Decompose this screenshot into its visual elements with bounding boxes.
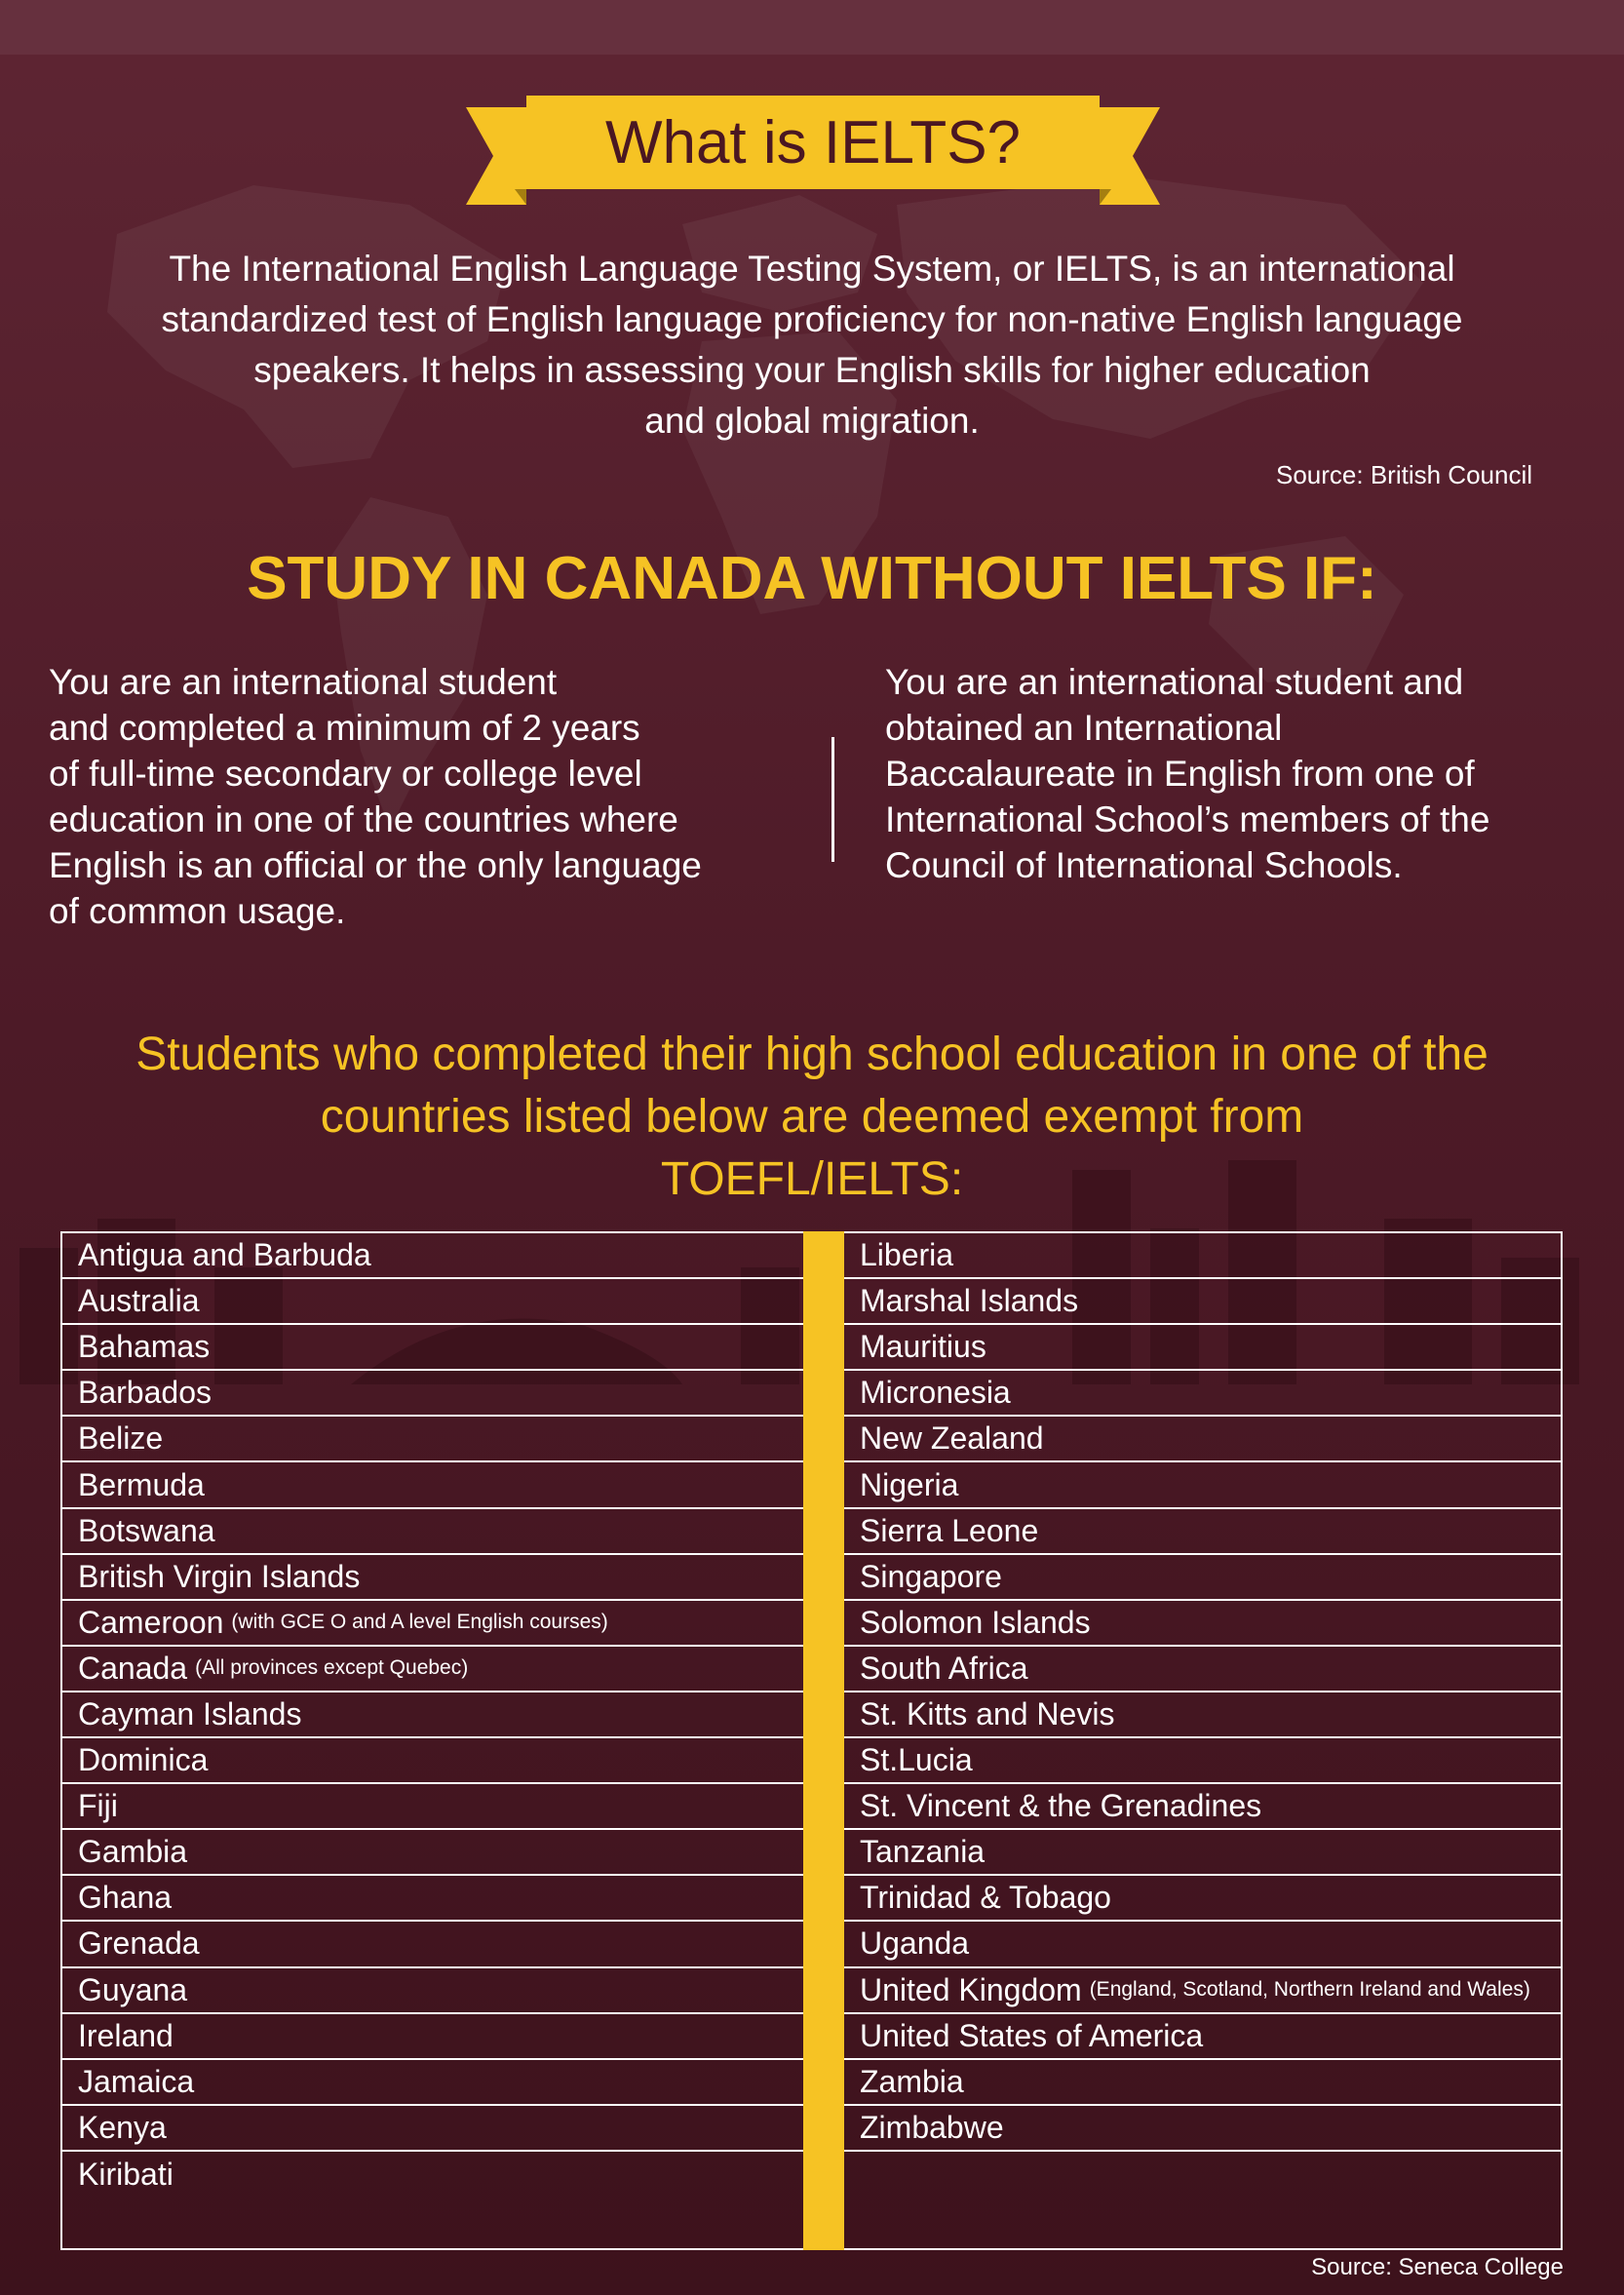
table-row — [62, 1233, 803, 1279]
table-row — [844, 1233, 1561, 1279]
condition-line: Council of International Schools. — [885, 845, 1403, 885]
vertical-divider — [831, 737, 834, 862]
country-name: Dominica — [78, 1742, 209, 1778]
condition-line: obtained an International — [885, 708, 1283, 748]
condition-left — [49, 659, 799, 934]
country-name: Zimbabwe — [860, 2109, 1004, 2145]
country-name: Ghana — [78, 1880, 173, 1916]
table-row — [844, 1509, 1561, 1555]
table-row — [62, 1555, 803, 1601]
condition-line: English is an official or the only language — [49, 845, 702, 885]
country-name: Bermuda — [78, 1466, 205, 1502]
list-heading-line: countries listed below are deemed exempt from — [320, 1091, 1304, 1143]
table-row — [62, 2060, 803, 2106]
country-name: Barbados — [78, 1375, 212, 1411]
table-row — [844, 1555, 1561, 1601]
condition-line: and completed a minimum of 2 years — [49, 708, 640, 748]
condition-line: You are an international student — [49, 662, 558, 702]
country-note: (All provinces except Quebec) — [195, 1656, 469, 1680]
country-name: Mauritius — [860, 1329, 986, 1365]
country-name: Sierra Leone — [860, 1512, 1039, 1548]
source-seneca-college: Source: Seneca College — [1311, 2254, 1564, 2280]
table-row — [844, 2106, 1561, 2152]
country-name: New Zealand — [860, 1420, 1044, 1457]
table-row — [844, 1462, 1561, 1508]
country-name: Bahamas — [78, 1329, 211, 1365]
condition-line: education in one of the countries where — [49, 799, 678, 839]
condition-line: Baccalaureate in English from one of — [885, 754, 1475, 794]
intro-line: standardized test of English language proficiency for non-native English language — [161, 299, 1463, 339]
country-name: Australia — [78, 1283, 200, 1319]
country-name: Singapore — [860, 1558, 1002, 1594]
country-name: Micronesia — [860, 1375, 1011, 1411]
country-name: Gambia — [78, 1834, 188, 1870]
country-name: Zambia — [860, 2063, 964, 2099]
top-band — [0, 0, 1624, 55]
table-row — [62, 1509, 803, 1555]
table-row — [62, 2014, 803, 2060]
table-row — [62, 1922, 803, 1967]
country-name: Trinidad & Tobago — [860, 1880, 1111, 1916]
country-name: Marshal Islands — [860, 1283, 1079, 1319]
list-heading-line: TOEFL/IELTS: — [660, 1153, 964, 1205]
country-name: United Kingdom — [860, 1971, 1082, 2007]
table-row — [844, 1876, 1561, 1922]
table-row — [62, 1876, 803, 1922]
table-row — [844, 1647, 1561, 1692]
country-name: Belize — [78, 1420, 164, 1457]
condition-line: of common usage. — [49, 891, 346, 931]
table-row — [62, 1279, 803, 1325]
table-row — [62, 1325, 803, 1371]
gold-separator-bar — [803, 1231, 844, 2250]
table-row — [62, 1601, 803, 1647]
table-row — [844, 1968, 1561, 2014]
intro-line: and global migration. — [644, 401, 980, 441]
country-name: Tanzania — [860, 1834, 986, 1870]
table-row — [844, 1922, 1561, 1967]
table-row — [844, 1784, 1561, 1830]
table-row — [844, 2014, 1561, 2060]
table-row — [844, 1692, 1561, 1738]
table-row — [844, 2152, 1561, 2198]
condition-line: International School’s members of the — [885, 799, 1490, 839]
country-name: St.Lucia — [860, 1742, 973, 1778]
table-row — [844, 2060, 1561, 2106]
source-british-council: Source: British Council — [1276, 460, 1532, 489]
intro-line: speakers. It helps in assessing your English skills for higher education — [253, 350, 1371, 390]
table-row — [62, 1371, 803, 1417]
table-row — [62, 1647, 803, 1692]
country-name: St. Vincent & the Grenadines — [860, 1788, 1262, 1824]
table-row — [62, 1462, 803, 1508]
table-row — [844, 1279, 1561, 1325]
country-name: Uganda — [860, 1925, 970, 1962]
table-row — [62, 1738, 803, 1784]
country-name: Solomon Islands — [860, 1604, 1091, 1640]
country-column-left — [62, 1233, 803, 2198]
table-row — [844, 1601, 1561, 1647]
table-row — [62, 1417, 803, 1462]
country-name: Cameroon — [78, 1604, 224, 1640]
country-name: Jamaica — [78, 2063, 195, 2099]
condition-line: of full-time secondary or college level — [49, 754, 642, 794]
intro-paragraph — [78, 244, 1546, 447]
country-name: Guyana — [78, 1971, 188, 2007]
table-row — [844, 1325, 1561, 1371]
condition-line: You are an international student and — [885, 662, 1464, 702]
table-row — [844, 1738, 1561, 1784]
country-name: British Virgin Islands — [78, 1558, 361, 1594]
title-ribbon — [466, 96, 1160, 205]
condition-right — [885, 659, 1597, 888]
table-row — [62, 1968, 803, 2014]
country-name: Kiribati — [78, 2156, 174, 2192]
country-name: Antigua and Barbuda — [78, 1237, 371, 1273]
country-name: St. Kitts and Nevis — [860, 1695, 1115, 1731]
country-column-right — [844, 1233, 1561, 2198]
country-name: Grenada — [78, 1925, 200, 1962]
country-name: Liberia — [860, 1237, 954, 1273]
country-name: Cayman Islands — [78, 1695, 302, 1731]
country-name: Canada — [78, 1650, 188, 1686]
table-row — [844, 1417, 1561, 1462]
country-table — [60, 1231, 1563, 2250]
list-heading — [29, 1024, 1595, 1211]
country-note: (England, Scotland, Northern Ireland and Wales) — [1089, 1978, 1530, 2002]
country-name: Nigeria — [860, 1466, 959, 1502]
table-row — [844, 1371, 1561, 1417]
table-row — [62, 1784, 803, 1830]
table-row — [62, 1692, 803, 1738]
country-note: (with GCE O and A level English courses) — [231, 1611, 608, 1634]
country-name: South Africa — [860, 1650, 1028, 1686]
headline: STUDY IN CANADA WITHOUT IELTS IF: — [247, 545, 1377, 612]
table-row — [62, 2106, 803, 2152]
list-heading-line: Students who completed their high school education in one of the — [135, 1029, 1489, 1080]
table-row — [844, 1830, 1561, 1876]
country-name: United States of America — [860, 2017, 1204, 2053]
table-row — [62, 2152, 803, 2198]
table-row — [62, 1830, 803, 1876]
country-name: Botswana — [78, 1512, 215, 1548]
country-name: Ireland — [78, 2017, 174, 2053]
country-name: Kenya — [78, 2109, 167, 2145]
intro-line: The International English Language Testing System, or IELTS, is an international — [169, 249, 1455, 289]
title-text: What is IELTS? — [604, 108, 1022, 176]
country-name: Fiji — [78, 1788, 118, 1824]
